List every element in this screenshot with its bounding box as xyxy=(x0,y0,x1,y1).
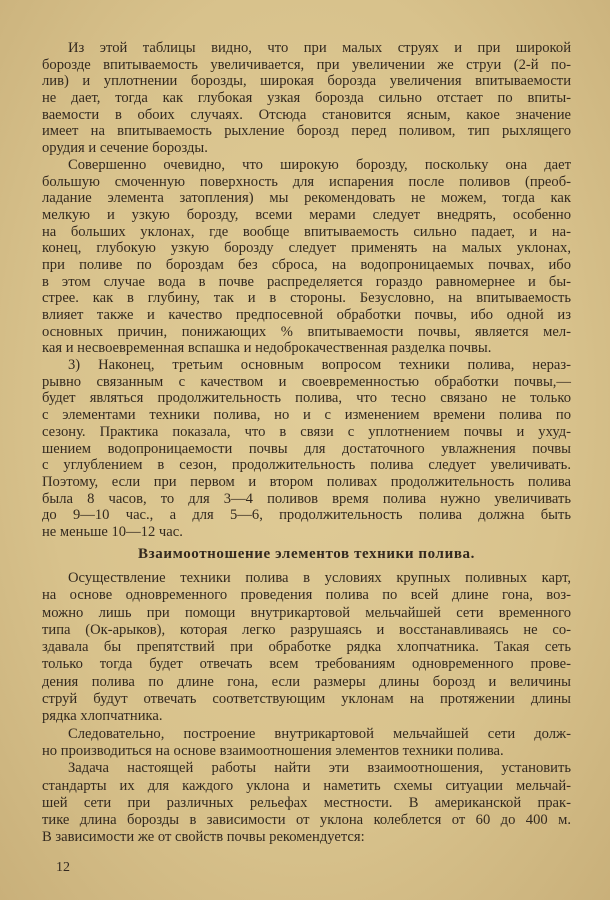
text-line: на больших уклонах, где вообще впитываемость сильно падает, и на- xyxy=(42,223,571,240)
text-line: шением водопроницаемости почвы для достаточного увлажнения почвы xyxy=(42,440,571,457)
text-line: Задача настоящей работы найти эти взаимоотношения, установить xyxy=(68,760,571,777)
text-block-upper xyxy=(42,40,571,541)
text-line: стандарты их для каждого уклона и наметить схемы ситуации мельчай- xyxy=(42,777,571,794)
text-line: при поливе по бороздам без сброса, на водопроницаемых почвах, ибо xyxy=(42,256,571,273)
text-line: рывно связанным с качеством и своевременностью обработки почвы,— xyxy=(42,373,571,390)
text-line: орудия и сечение борозды. xyxy=(42,140,208,157)
text-line: струй будут отвечать соответствующим уклонам на протяжении длины xyxy=(42,691,571,708)
text-line: конец, глубокую узкую борозду следует применять на малых уклонах, xyxy=(42,240,571,257)
text-line: на основе одновременного проведения полива по всей длине гона, воз- xyxy=(42,587,571,604)
text-line: Совершенно очевидно, что широкую борозду, поскольку она дает xyxy=(68,156,571,173)
paragraph xyxy=(42,157,571,357)
text-line: рядка хлопчатника. xyxy=(42,708,163,725)
text-line: влияет также и качество предпосевной обработки почвы, ибо одной из xyxy=(42,307,571,323)
text-line: кая и несвоевременная вспашка и недоброкачественная разделка почвы. xyxy=(42,340,492,357)
text-line: мелкую и узкую борозду, всеми мерами следует внедрять, особенно xyxy=(42,206,571,223)
paragraph xyxy=(42,570,571,726)
text-line: В зависимости же от свойств почвы рекомендуется: xyxy=(42,829,365,846)
text-line: дения полива по длине гона, если размеры длины борозд и величины xyxy=(42,673,571,690)
text-block-lower xyxy=(42,570,571,847)
text-line: в этом случае вода в почве распределяется гораздо равномернее и бы- xyxy=(42,273,571,290)
paragraph xyxy=(42,760,571,846)
text-line: будет являться продолжительность полива, что тесно связано не только xyxy=(42,390,571,407)
page-number: 12 xyxy=(56,860,70,875)
text-line: только тогда будет отвечать всем требованиям одновременного прове- xyxy=(42,656,571,673)
text-line: Следовательно, построение внутрикартовой мельчайшей сети долж- xyxy=(68,725,571,742)
text-line: типа (Ок-арыков), которая легко разрушаясь и восстанавливаясь не со- xyxy=(42,621,571,638)
text-line: тике длина борозды в зависимости от уклона колеблется от 60 до 400 м. xyxy=(42,812,571,829)
text-line: можно лишь при помощи внутрикартовой мельчайшей сети временного xyxy=(42,604,571,621)
text-line: ладание элемента затопления) мы рекомендовать не можем, тогда как xyxy=(42,190,571,207)
text-line: сезону. Практика показала, что в связи с уплотнением почвы и ухуд- xyxy=(42,423,571,440)
text-line: здавала бы препятствий при обработке рядка хлопчатника. Такая сеть xyxy=(42,639,571,656)
text-line: с углублением в сезон, продолжительность полива следует увеличивать. xyxy=(42,457,571,474)
text-line: основных причин, понижающих % впитываемости почвы, является мел- xyxy=(42,323,571,340)
text-line: стрее. как в глубину, так и в стороны. Безусловно, на впитываемость xyxy=(42,290,571,307)
section-heading: Взаимоотношение элементов техники полива. xyxy=(138,546,475,562)
paragraph xyxy=(42,40,571,157)
text-line: с элементами техники полива, но и с изменением времени полива по xyxy=(42,407,571,424)
paragraph xyxy=(42,726,571,761)
text-line: но производиться на основе взаимоотношения элементов техники полива. xyxy=(42,742,504,759)
text-line: ваемости в обоих случаях. Отсюда становится ясным, какое значение xyxy=(42,106,571,123)
text-line: не меньше 10—12 час. xyxy=(42,523,183,540)
text-line: большую смоченную поверхность для испарения после поливов (преоб- xyxy=(42,173,571,190)
text-line: лив) и уплотнении борозды, широкая борозда увеличения впитываемости xyxy=(42,73,571,90)
text-line: до 9—10 час., а для 5—6, продолжительность полива должна быть xyxy=(42,507,571,524)
text-line: 3) Наконец, третьим основным вопросом техники полива, нераз- xyxy=(68,357,571,374)
text-line: Из этой таблицы видно, что при малых струях и при широкой xyxy=(68,40,571,56)
paragraph xyxy=(42,357,571,541)
text-line: борозде впитываемость увеличивается, при увеличении же струи (2-й по- xyxy=(42,56,571,73)
text-line: имеет на впитываемость рыхление борозд перед поливом, тип рыхлящего xyxy=(42,123,571,140)
text-line: Поэтому, если при первом и втором поливах продолжительность полива xyxy=(42,473,571,490)
text-line: Осуществление техники полива в условиях крупных поливных карт, xyxy=(68,570,571,586)
text-line: не дает, тогда как глубокая узкая борозда сильно отстает по впиты- xyxy=(42,90,571,107)
text-line: была 8 часов, то для 3—4 поливов время полива нужно увеличивать xyxy=(42,490,571,507)
text-line: шей сети при различных рельефах местности. В американской прак- xyxy=(42,794,571,811)
